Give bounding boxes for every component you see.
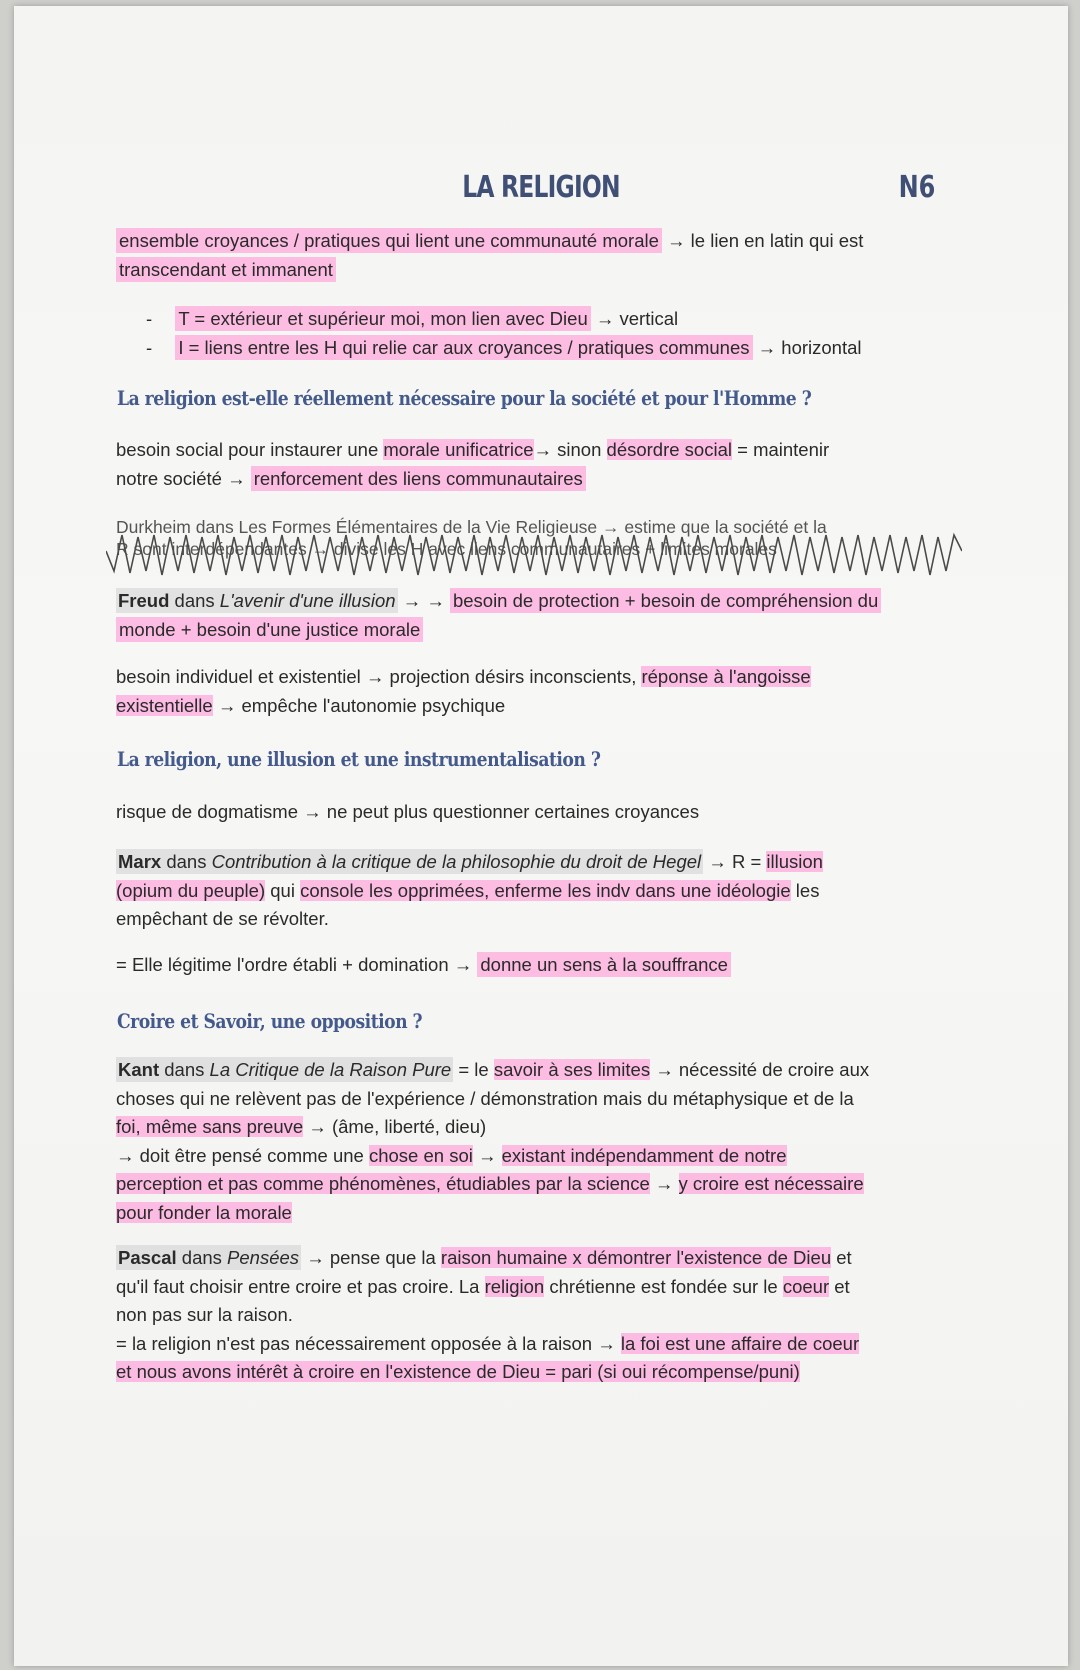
bullet-I-tail: horizontal — [781, 336, 862, 358]
highlight: donne un sens à la souffrance — [477, 952, 731, 977]
definition-line2: transcendant et immanent — [116, 257, 336, 282]
crossed-line-1: Durkheim dans Les Formes Élémentaires de la Vie Religieuse → estime que la société et la — [116, 517, 827, 537]
text: chrétienne est fondée sur le — [544, 1275, 783, 1297]
arrow: → — [708, 851, 727, 872]
page-title: LA RELIGION — [462, 170, 620, 205]
highlight: morale unificatrice — [383, 439, 534, 460]
section-heading-necessite: La religion est-elle réellement nécessaire pour la société et pour l'Homme ? — [117, 386, 812, 410]
section-heading-illusion: La religion, une illusion et une instrumentalisation ? — [117, 747, 601, 771]
page-code: N6 — [898, 170, 936, 205]
legitimation-paragraph — [116, 951, 1016, 980]
arrow: → — [365, 666, 385, 687]
text: nécessité de croire aux — [673, 1059, 870, 1080]
highlight: pour fonder la morale — [116, 1201, 292, 1223]
marx-prefix — [116, 849, 703, 874]
work-title: Contribution à la critique de la philosophie du droit de Hegel — [211, 851, 702, 872]
highlight: renforcement des liens communautaires — [251, 466, 586, 491]
highlight: coeur — [782, 1275, 830, 1297]
text: choses qui ne relèvent pas de l'expérience / démonstration mais du métaphysique et de la — [116, 1087, 854, 1109]
text: = Elle légitime l'ordre établi + domination — [116, 954, 449, 975]
highlight: existant indépendamment de notre — [501, 1144, 787, 1166]
text: empêche l'autonomie psychique — [241, 694, 506, 716]
social-need-paragraph — [116, 436, 1016, 493]
arrow: → — [116, 1144, 135, 1166]
dans: dans — [166, 851, 207, 872]
marx-paragraph — [116, 848, 1004, 934]
definition-highlight: ensemble croyances / pratiques qui lient une communauté morale — [116, 228, 662, 253]
highlight: réponse à l'angoisse — [641, 666, 811, 687]
definition-paragraph — [116, 227, 1016, 284]
text: les — [790, 879, 820, 901]
author-marx: Marx — [118, 851, 162, 872]
bullet-list — [146, 305, 1026, 362]
pascal-paragraph — [116, 1244, 1004, 1387]
dans: dans — [174, 590, 215, 611]
highlight: y croire est nécessaire — [678, 1173, 864, 1194]
work-title: La Critique de la Raison Pure — [209, 1059, 452, 1080]
work-title: L'avenir d'une illusion — [219, 590, 396, 611]
arrow: → — [757, 336, 777, 358]
bullet-T-tail: vertical — [619, 308, 679, 329]
highlight: perception et pas comme phénomènes, étudiables par la science — [116, 1173, 650, 1194]
text: et — [831, 1247, 852, 1268]
highlight: besoin de protection + besoin de compréhension du — [450, 588, 881, 613]
arrow: → — [303, 801, 322, 822]
highlight: raison humaine x démontrer l'existence de Dieu — [440, 1247, 832, 1268]
text: notre société — [116, 467, 222, 489]
highlight: religion — [484, 1275, 545, 1297]
highlight: (opium du peuple) — [116, 879, 266, 901]
text: = le — [453, 1059, 494, 1080]
arrow: → — [453, 954, 473, 975]
highlight: monde + besoin d'une justice morale — [116, 617, 423, 642]
arrow: → — [402, 590, 422, 611]
dans: dans — [164, 1059, 205, 1080]
text: (âme, liberté, dieu) — [331, 1116, 487, 1137]
dans: dans — [181, 1247, 222, 1268]
text: R = — [731, 851, 762, 872]
bullet-T-text: T = extérieur et supérieur moi, mon lien avec Dieu — [175, 306, 590, 331]
author-freud: Freud — [118, 590, 170, 611]
bullet-dash: - — [146, 336, 153, 358]
highlight: foi, même sans preuve — [116, 1116, 304, 1137]
text: projection désirs inconscients, — [389, 666, 637, 687]
arrow: → — [667, 230, 686, 251]
bullet-I-text: I = liens entre les H qui relie car aux croyances / pratiques communes — [175, 335, 752, 360]
text: non pas sur la raison. — [116, 1304, 293, 1325]
section-heading-croire-savoir: Croire et Savoir, une opposition ? — [117, 1009, 423, 1033]
highlight: console les opprimées, enferme les indv dans une idéologie — [300, 879, 791, 901]
pascal-prefix — [116, 1245, 301, 1270]
dogmatism-paragraph — [116, 798, 1016, 827]
arrow: → — [655, 1059, 674, 1080]
paper-sheet — [14, 6, 1068, 1666]
author-pascal: Pascal — [118, 1247, 177, 1268]
text: ne peut plus questionner certaines croyances — [326, 801, 700, 822]
kant-prefix — [116, 1057, 453, 1082]
arrow: → — [227, 467, 246, 489]
arrow: → — [477, 1144, 497, 1166]
text: qui — [265, 879, 301, 901]
highlight: et nous avons intérêt à croire en l'existence de Dieu = pari (si oui récompense/puni) — [116, 1361, 800, 1382]
text: qu'il faut choisir entre croire et pas croire. La — [116, 1275, 485, 1297]
highlight: la foi est une affaire de coeur — [620, 1332, 860, 1354]
bullet-immanent — [146, 334, 1026, 363]
arrow: → — [654, 1173, 674, 1194]
highlight: désordre social — [606, 439, 732, 460]
arrow: → — [306, 1247, 325, 1268]
work-title: Pensées — [227, 1247, 300, 1268]
highlight: existentielle — [116, 694, 213, 716]
highlight: chose en soi — [368, 1144, 473, 1166]
text: = maintenir — [731, 439, 830, 460]
text: besoin social pour instaurer une — [116, 439, 384, 460]
scribble-strikeout — [106, 531, 962, 581]
arrow: → — [308, 1116, 327, 1137]
text: pense que la — [329, 1247, 441, 1268]
kant-paragraph — [116, 1056, 1004, 1227]
bullet-transcendant — [146, 305, 1026, 334]
individual-need-paragraph — [116, 663, 1004, 720]
freud-paragraph — [116, 587, 1016, 644]
definition-tail: le lien en latin qui est — [690, 230, 864, 251]
text: = la religion n'est pas nécessairement opposée à la raison — [116, 1332, 593, 1354]
freud-prefix — [116, 588, 398, 613]
arrow: → — [595, 308, 615, 329]
highlight: savoir à ses limites — [493, 1059, 651, 1080]
text: besoin individuel et existentiel — [116, 666, 361, 687]
text: doit être pensé comme une — [139, 1144, 369, 1166]
crossed-line-2: R sont interdépendantes → divise les H avec liens communautaires + limites morales — [116, 539, 777, 559]
text: empêchant de se révolter. — [116, 908, 329, 929]
arrow: → — [217, 694, 237, 716]
arrow: → — [597, 1332, 616, 1354]
author-kant: Kant — [118, 1059, 160, 1080]
bullet-dash: - — [146, 308, 153, 329]
arrow: → — [426, 590, 445, 611]
text: risque de dogmatisme — [116, 801, 299, 822]
text: sinon — [552, 439, 607, 460]
highlight: illusion — [766, 851, 823, 872]
arrow: → — [533, 439, 553, 460]
text: et — [829, 1275, 850, 1297]
